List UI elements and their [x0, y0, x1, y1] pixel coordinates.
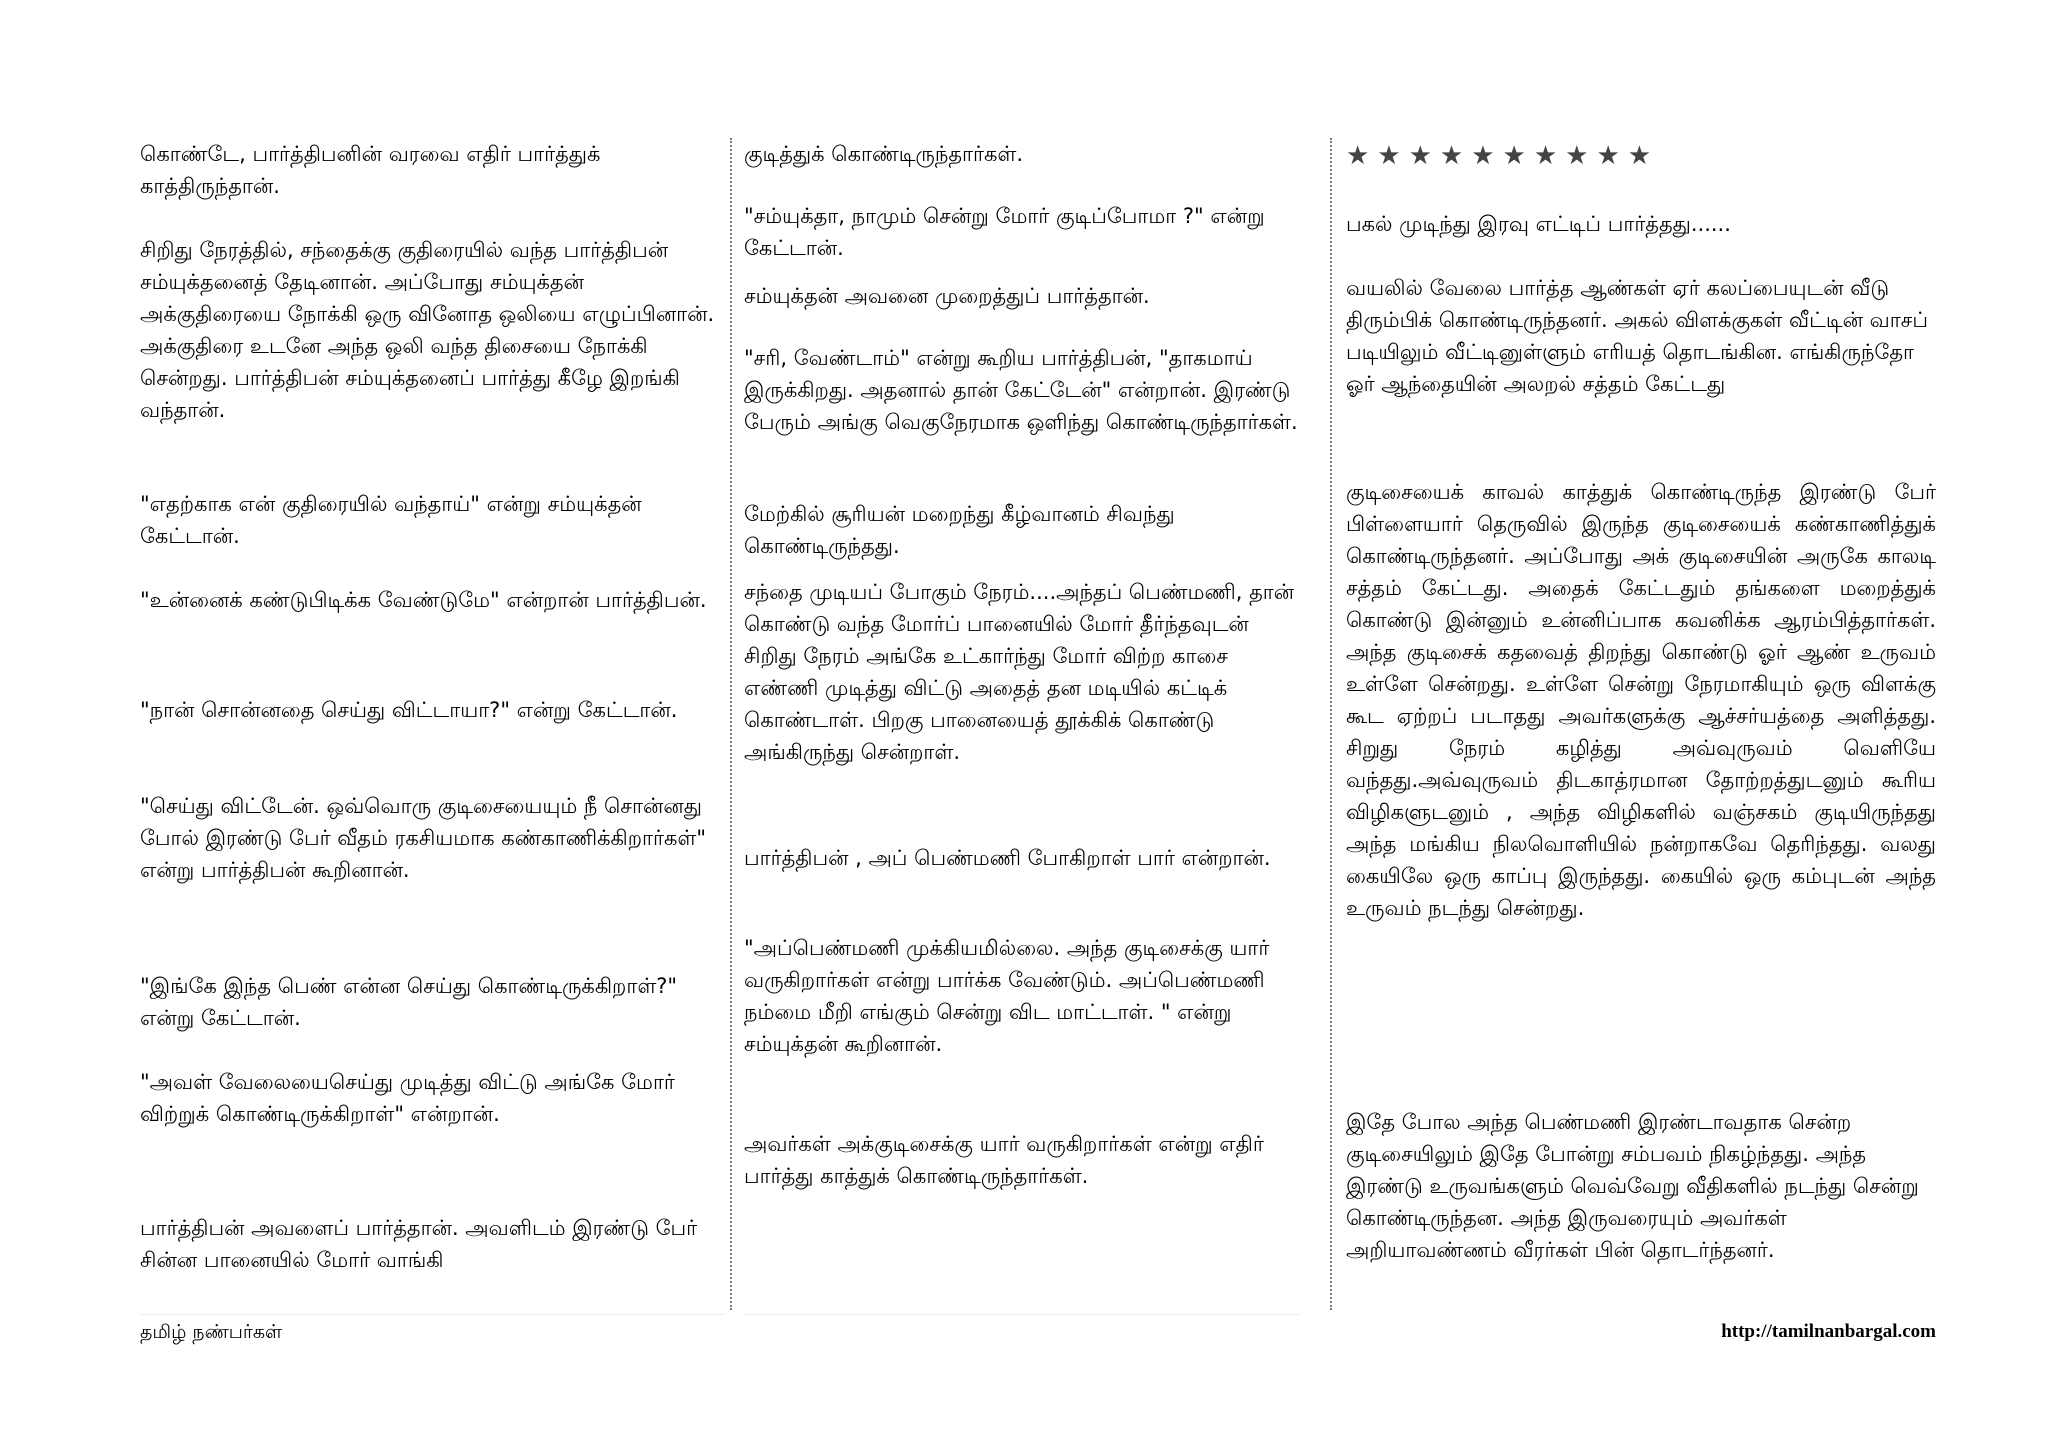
paragraph: கொண்டே, பார்த்திபனின் வரவை எதிர் பார்த்துக் காத்திருந்தான். [140, 142, 601, 198]
paragraph: "உன்னைக் கண்டுபிடிக்க வேண்டுமே" என்றான் பார்த்திபன். [140, 588, 707, 612]
paragraph: "அவள் வேலையைசெய்து முடித்து விட்டு அங்கே மோர் விற்றுக் கொண்டிருக்கிறாள்" என்றான். [140, 1070, 675, 1126]
footer-rule [140, 1314, 725, 1315]
paragraph: அவர்கள் அக்குடிசைக்கு யார் வருகிறார்கள் என்று எதிர் பார்த்து காத்துக் கொண்டிருந்தார்கள். [744, 1132, 1264, 1188]
column-left [140, 138, 725, 1310]
paragraph: சம்யுக்தன் அவனை முறைத்துப் பார்த்தான். [744, 284, 1150, 308]
paragraph: "இங்கே இந்த பெண் என்ன செய்து கொண்டிருக்கிறாள்?" என்று கேட்டான். [140, 974, 678, 1030]
paragraph: வயலில் வேலை பார்த்த ஆண்கள் ஏர் கலப்பையுடன் வீடு திரும்பிக் கொண்டிருந்தனர். அகல் விளக்குகள் வீட்டின் வாசப் படியிலும் வீட்டினுள்ளும் எரியத் தொடங்கின. எங்கிருந்தோ ஓர் ஆந்தையின் அலறல் சத்தம் கேட்டது [1346, 276, 1928, 396]
paragraph: சந்தை முடியப் போகும் நேரம்....அந்தப் பெண்மணி, தான் கொண்டு வந்த மோர்ப் பானையில் மோர் தீர்ந்தவுடன் சிறிது நேரம் அங்கே உட்கார்ந்து மோர் விற்ற காசை எண்ணி முடித்து விட்டு அதைத் தன மடியில் கட்டிக் கொண்டாள். பிறகு பானையைத் தூக்கிக் கொண்டு அங்கிருந்து சென்றாள். [744, 580, 1295, 764]
paragraph: "அப்பெண்மணி முக்கியமில்லை. அந்த குடிசைக்கு யார் வருகிறார்கள் என்று பார்க்க வேண்டும். அப்பெண்மணி நம்மை மீறி எங்கும் சென்று விட மாட்டாள். " என்று சம்யுக்தன் கூறினான். [744, 936, 1270, 1056]
paragraph: பார்த்திபன் , அப் பெண்மணி போகிறாள் பார் என்றான். [744, 846, 1271, 870]
paragraph: "சரி, வேண்டாம்" என்று கூறிய பார்த்திபன், "தாகமாய் இருக்கிறது. அதனால் தான் கேட்டேன்" என்றான். இரண்டு பேரும் அங்கு வெகுநேரமாக ஒளிந்து கொண்டிருந்தார்கள். [744, 346, 1298, 434]
paragraph: "செய்து விட்டேன். ஒவ்வொரு குடிசையையும் நீ சொன்னது போல் இரண்டு பேர் வீதம் ரகசியமாக கண்காணிக்கிறார்கள்" என்று பார்த்திபன் கூறினான். [140, 794, 706, 882]
paragraph: பார்த்திபன் அவளைப் பார்த்தான். அவளிடம் இரண்டு பேர் சின்ன பானையில் மோர் வாங்கி [140, 1216, 698, 1272]
footer-url[interactable]: http://tamilnanbargal.com [1721, 1321, 1936, 1342]
paragraph: "எதற்காக என் குதிரையில் வந்தாய்" என்று சம்யுக்தன் கேட்டான். [140, 492, 642, 548]
footer-rule [744, 1314, 1300, 1315]
column-divider [730, 138, 732, 1310]
column-divider [1330, 138, 1332, 1310]
paragraph: குடிசையைக் காவல் காத்துக் கொண்டிருந்த இரண்டு பேர் பிள்ளையார் தெருவில் இருந்த குடிசையைக் கண்காணித்துக் கொண்டிருந்தனர். அப்போது அக் குடிசையின் அருகே காலடி சத்தம் கேட்டது. அதைக் கேட்டதும் தங்களை மறைத்துக் கொண்டு இன்னும் உன்னிப்பாக கவனிக்க ஆரம்பித்தார்கள். அந்த குடிசைக் கதவைத் திறந்து கொண்டு ஓர் ஆண் உருவம் உள்ளே சென்றது. உள்ளே சென்று நேரமாகியும் ஒரு விளக்கு கூட ஏற்றப் படாதது அவர்களுக்கு ஆச்சர்யத்தை அளித்தது. சிறுது நேரம் கழித்து அவ்வுருவம் வெளியே வந்தது.அவ்வுருவம் திடகாத்ரமான தோற்றத்துடனும் கூரிய விழிகளுடனும் , அந்த விழிகளில் வஞ்சகம் குடியிருந்தது அந்த மங்கிய நிலவொளியில் நன்றாகவே தெரிந்தது. வலது கையிலே ஒரு காப்பு இருந்தது. கையில் ஒரு கம்புடன் அந்த உருவம் நடந்து சென்றது. [1346, 480, 1936, 920]
footer-site-name: தமிழ் நண்பர்கள் [140, 1321, 283, 1343]
star-separator: ★★★★★★★★★★ [1346, 141, 1660, 171]
paragraph: சிறிது நேரத்தில், சந்தைக்கு குதிரையில் வந்த பார்த்திபன் சம்யுக்தனைத் தேடினான். அப்போது சம்யுக்தன் அக்குதிரையை நோக்கி ஒரு வினோத ஒலியை எழுப்பினான். அக்குதிரை உடனே அந்த ஒலி வந்த திசையை நோக்கி சென்றது. பார்த்திபன் சம்யுக்தனைப் பார்த்து கீழே இறங்கி வந்தான். [140, 238, 715, 422]
column-middle [744, 138, 1300, 1310]
paragraph: இதே போல அந்த பெண்மணி இரண்டாவதாக சென்ற குடிசையிலும் இதே போன்று சம்பவம் நிகழ்ந்தது. அந்த இரண்டு உருவங்களும் வெவ்வேறு வீதிகளில் நடந்து சென்று கொண்டிருந்தன. அந்த இருவரையும் அவர்கள் அறியாவண்ணம் வீரர்கள் பின் தொடர்ந்தனர். [1346, 1110, 1919, 1262]
paragraph: மேற்கில் சூரியன் மறைந்து கீழ்வானம் சிவந்து கொண்டிருந்தது. [744, 502, 1175, 558]
paragraph: குடித்துக் கொண்டிருந்தார்கள். [744, 142, 1024, 166]
paragraph: பகல் முடிந்து இரவு எட்டிப் பார்த்தது...... [1346, 212, 1731, 236]
paragraph: "நான் சொன்னதை செய்து விட்டாயா?" என்று கேட்டான். [140, 698, 678, 722]
column-right [1346, 138, 1936, 1310]
paragraph: "சம்யுக்தா, நாமும் சென்று மோர் குடிப்போமா ?" என்று கேட்டான். [744, 204, 1265, 260]
